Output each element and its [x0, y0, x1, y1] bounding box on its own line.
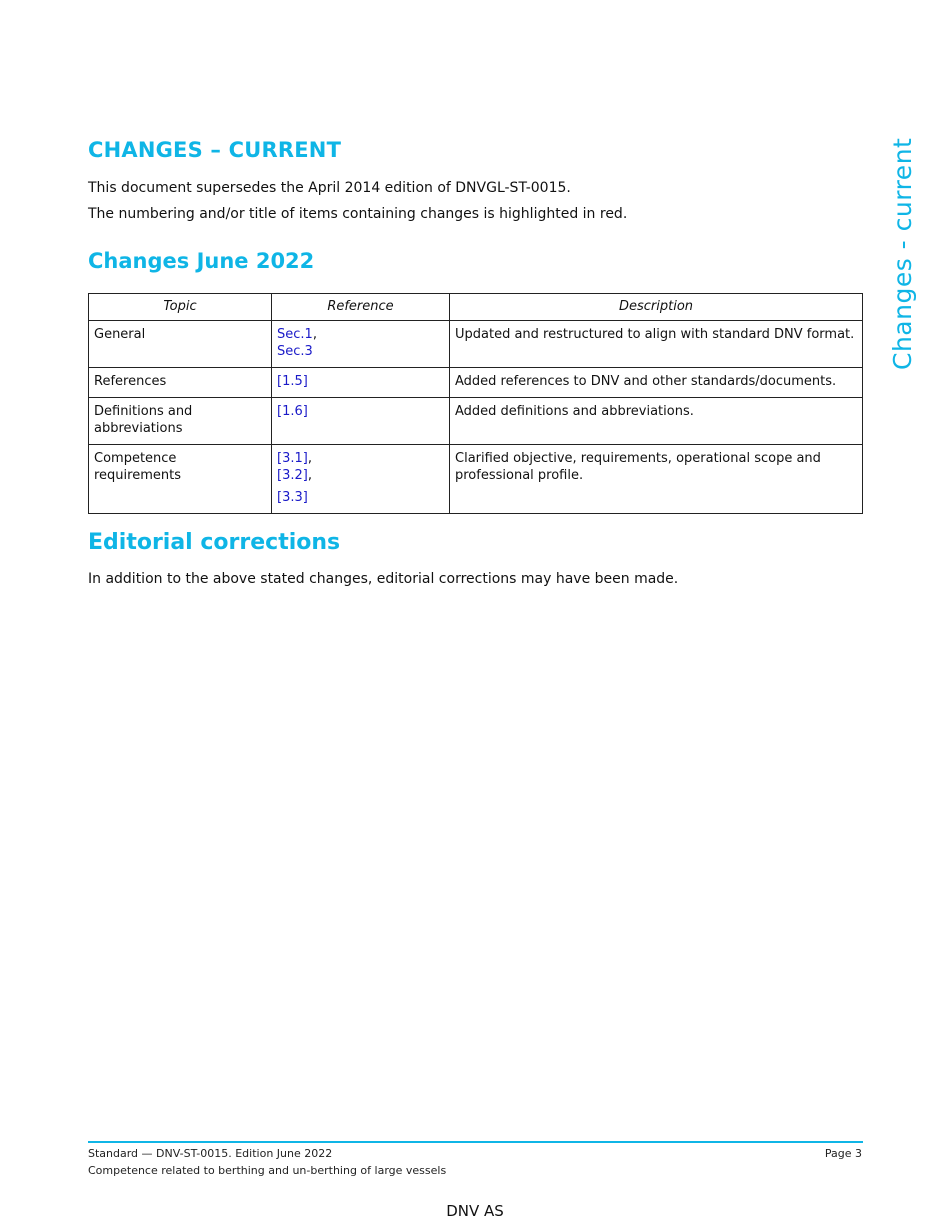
header-topic: Topic	[89, 294, 272, 321]
cell-topic: References	[89, 368, 272, 398]
page-heading: CHANGES – CURRENT	[88, 138, 342, 162]
page-number: Page 3	[824, 1147, 862, 1160]
reference-link[interactable]: [3.2],	[277, 468, 312, 483]
cell-reference	[272, 445, 450, 514]
editorial-note: In addition to the above stated changes, editorial corrections may have been made.	[88, 571, 679, 587]
table-row	[89, 398, 863, 445]
table-header-row	[89, 294, 863, 321]
supersedes-note: This document supersedes the April 2014 edition of DNVGL-ST-0015.	[88, 180, 571, 196]
cell-reference	[272, 398, 450, 445]
footer-divider	[88, 1141, 863, 1143]
highlight-note: The numbering and/or title of items containing changes is highlighted in red.	[88, 206, 628, 222]
cell-description: Added references to DNV and other standards/documents.	[450, 368, 863, 398]
company-name: DNV AS	[446, 1202, 504, 1220]
reference-link[interactable]: [1.5]	[277, 374, 308, 389]
footer-subtitle: Competence related to berthing and un-berthing of large vessels	[88, 1164, 447, 1177]
reference-link[interactable]: [3.1],	[277, 451, 312, 466]
reference-link[interactable]: [1.6]	[277, 404, 308, 419]
cell-reference	[272, 368, 450, 398]
cell-reference	[272, 321, 450, 368]
cell-description: Updated and restructured to align with standard DNV format.	[450, 321, 863, 368]
cell-topic: General	[89, 321, 272, 368]
header-reference: Reference	[272, 294, 450, 321]
reference-link[interactable]: [3.3]	[277, 490, 308, 505]
cell-topic: Definitions and abbreviations	[89, 398, 272, 445]
cell-description: Added definitions and abbreviations.	[450, 398, 863, 445]
cell-topic: Competence requirements	[89, 445, 272, 514]
side-section-tab: Changes - current	[888, 137, 917, 370]
header-description: Description	[450, 294, 863, 321]
footer-standard: Standard — DNV-ST-0015. Edition June 2022	[88, 1147, 333, 1160]
reference-link[interactable]: Sec.1,	[277, 327, 317, 342]
table-row	[89, 321, 863, 368]
table-row	[89, 445, 863, 514]
changes-table	[88, 293, 863, 514]
reference-link[interactable]: Sec.3	[277, 344, 313, 359]
cell-description: Clarified objective, requirements, operational scope and professional profile.	[450, 445, 863, 514]
table-row	[89, 368, 863, 398]
section-title-editorial: Editorial corrections	[88, 530, 341, 555]
section-title-changes: Changes June 2022	[88, 249, 315, 273]
